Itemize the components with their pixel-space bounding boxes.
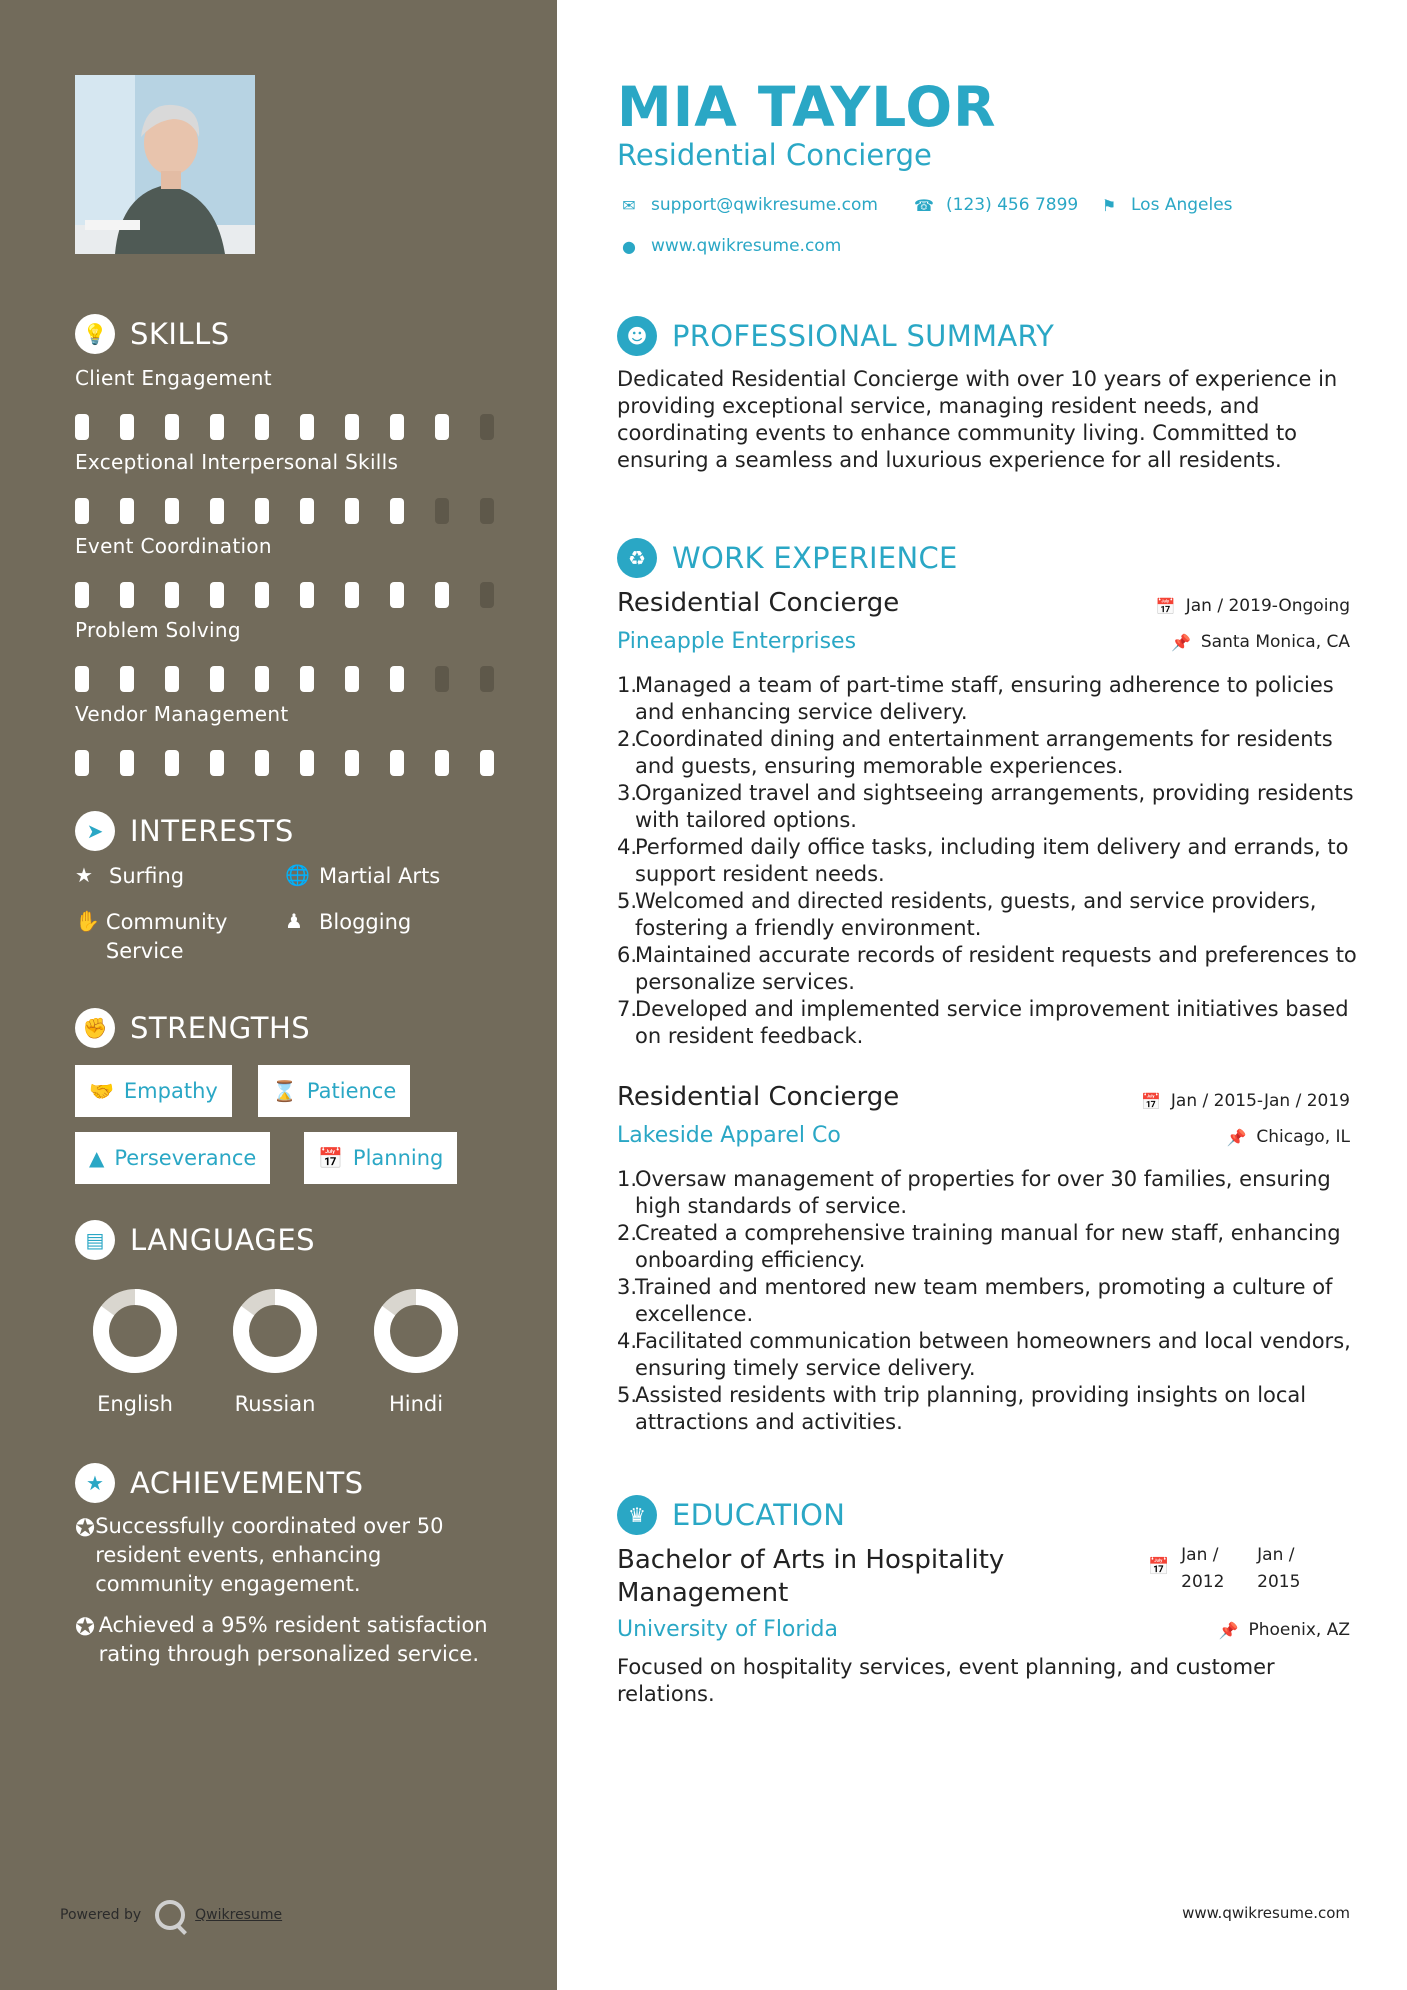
phone-icon: ☎ [914,195,934,215]
skill-dot-filled [210,414,224,440]
user-icon: ☻ [617,316,657,356]
candidate-role: Residential Concierge [617,138,932,172]
skill-dot-filled [120,666,134,692]
powered-by [60,1900,282,1930]
skill-dot-empty [480,414,494,440]
skill-item [75,702,505,776]
phone-text: (123) 456 7899 [946,195,1079,215]
language-item [65,1288,205,1416]
language-name: Hindi [388,1392,444,1416]
strengths-heading-text: STRENGTHS [130,1011,311,1045]
skill-dot-empty [435,666,449,692]
strength-tag [75,1132,270,1184]
interest-label: Blogging [319,910,412,934]
skill-rating [75,750,505,776]
responsibility-text: Oversaw management of properties for over 30 families, ensuring high standards of service. [635,1167,1331,1218]
degree-line-1: Bachelor of Arts in Hospitality [617,1545,1005,1575]
list-number: 3. [617,1275,638,1299]
skill-name: Vendor Management [75,702,289,726]
skill-dot-filled [75,582,89,608]
road-icon: ▲ [89,1146,105,1170]
contact-email[interactable] [617,195,878,215]
candidate-name: MIA TAYLOR [617,75,997,139]
medal-icon: ★ [75,1463,115,1503]
list-number: 2. [617,1221,638,1245]
achievements-heading [75,1463,364,1503]
skill-dot-filled [120,414,134,440]
envelope-icon: ✉ [622,195,636,215]
strengths-heading [75,1008,310,1048]
contact-phone [912,195,1078,215]
skill-dot-filled [300,666,314,692]
skill-dot-filled [390,750,404,776]
skill-dot-filled [165,666,179,692]
contact-website[interactable] [617,236,841,256]
job-company: Pineapple Enterprises [617,629,857,654]
experience-heading [617,538,958,578]
skill-dot-filled [390,414,404,440]
responsibility-item [617,1382,1362,1436]
skill-dot-filled [120,498,134,524]
calendar-icon: 📅 [318,1146,343,1170]
strength-label: Patience [306,1079,397,1103]
skill-dot-filled [165,582,179,608]
skill-rating [75,666,505,692]
skill-dot-filled [210,582,224,608]
job-location-text: Santa Monica, CA [1200,632,1350,652]
job-title: Residential Concierge [617,588,900,618]
skill-dot-filled [345,414,359,440]
skill-dot-empty [480,666,494,692]
contact-location [1097,195,1233,215]
skill-rating [75,582,505,608]
skill-dot-filled [255,666,269,692]
skill-dot-filled [255,750,269,776]
skill-item [75,450,505,524]
responsibility-text: Developed and implemented service improvement initiatives based on resident feedback. [635,997,1349,1048]
pin-icon: 📌 [1170,632,1191,652]
skill-name: Client Engagement [75,366,272,390]
sidebar [0,0,557,1990]
skill-dot-filled [255,414,269,440]
responsibility-item [617,1220,1362,1274]
skill-rating [75,414,505,440]
responsibility-item [617,726,1362,780]
responsibility-text: Trained and mentored new team members, promoting a culture of excellence. [635,1275,1333,1326]
education-start-year: 2012 [1181,1572,1225,1592]
interest-label: Community Service [105,910,228,963]
list-number: 5. [617,1383,638,1407]
language-item [205,1288,345,1416]
footer-url[interactable]: www.qwikresume.com [1182,1904,1350,1922]
skill-dot-filled [75,666,89,692]
skill-dot-filled [390,498,404,524]
skill-dot-empty [480,582,494,608]
language-ring [373,1288,459,1374]
education-start-month: Jan / [1181,1545,1219,1565]
skill-name: Problem Solving [75,618,241,642]
achievement-item [75,1611,505,1669]
skill-dot-filled [210,498,224,524]
responsibility-text: Organized travel and sightseeing arrangements, providing residents with tailored options. [635,781,1354,832]
hand-icon: ✋ [75,909,100,933]
job-location [1171,632,1350,652]
responsibility-item [617,888,1362,942]
language-ring [232,1288,318,1374]
skill-dot-filled [345,582,359,608]
strength-label: Empathy [123,1079,218,1103]
list-number: 4. [617,835,638,859]
strength-tag [304,1132,457,1184]
brand-link[interactable]: Qwikresume [195,1907,283,1923]
responsibility-item [617,942,1362,996]
shooting-star-icon: ✪ [75,1514,96,1542]
strength-tag [75,1065,232,1117]
skill-dot-filled [210,666,224,692]
summary-text: Dedicated Residential Concierge with over 10 years of experience in providing exceptional service, managing resident needs, and coordinating events to enhance community living. Committed to ensuring a seamless and luxurious experience for all residents. [617,367,1338,472]
interest-item [75,908,265,966]
interest-item [285,862,440,891]
job-location-text: Chicago, IL [1256,1127,1350,1147]
skill-name: Exceptional Interpersonal Skills [75,450,399,474]
skill-dot-filled [435,582,449,608]
skill-dot-filled [255,582,269,608]
skill-dot-filled [75,498,89,524]
job-date [1141,1091,1350,1111]
skill-dot-filled [210,750,224,776]
strength-label: Perseverance [114,1146,257,1170]
skill-dot-filled [255,498,269,524]
education-description: Focused on hospitality services, event planning, and customer relations. [617,1655,1275,1706]
skill-dot-filled [165,750,179,776]
summary-heading [617,316,1054,356]
list-number: 5. [617,889,638,913]
achievements-heading-text: ACHIEVEMENTS [130,1466,364,1500]
language-name: English [97,1392,173,1416]
education-location [1219,1620,1350,1640]
profile-photo [75,75,255,254]
shooting-star-icon: ✪ [75,1613,96,1641]
language-name: Russian [234,1392,316,1416]
responsibility-item [617,1166,1362,1220]
skill-dot-filled [300,414,314,440]
responsibility-item [617,1274,1362,1328]
skill-item [75,366,505,440]
languages-heading [75,1220,315,1260]
paper-plane-icon: ➤ [75,811,115,851]
education-end [1257,1542,1300,1596]
language-ring [92,1288,178,1374]
hourglass-icon: ⌛ [272,1079,297,1103]
responsibility-item [617,780,1362,834]
job-title: Residential Concierge [617,1082,900,1112]
responsibility-item [617,996,1362,1050]
skills-heading [75,314,230,354]
translate-icon: ▤ [75,1220,115,1260]
skill-dot-filled [75,750,89,776]
skill-dot-filled [345,666,359,692]
website-text: www.qwikresume.com [651,236,842,256]
map-marker-icon: ⚑ [1101,195,1117,215]
degree-line-2: Management [617,1578,789,1608]
education-location-text: Phoenix, AZ [1248,1620,1350,1640]
list-number: 7. [617,997,638,1021]
responsibility-item [617,1328,1362,1382]
skill-name: Event Coordination [75,534,272,558]
job-location [1226,1127,1350,1147]
list-number: 2. [617,727,638,751]
skill-dot-filled [165,498,179,524]
interest-label: Surfing [109,864,185,888]
interest-item [75,862,184,891]
skill-dot-filled [390,666,404,692]
graduate-icon: ♛ [617,1495,657,1535]
users-icon: ♟ [285,909,303,933]
handshake-icon: 🤝 [89,1079,114,1103]
language-item [346,1288,486,1416]
skill-dot-filled [300,582,314,608]
skill-dot-filled [165,414,179,440]
list-number: 1. [617,1167,638,1191]
skill-dot-filled [75,414,89,440]
fist-icon: ✊ [75,1008,115,1048]
qwikresume-logo-icon [155,1900,185,1930]
skill-dot-filled [390,582,404,608]
lightbulb-icon: 💡 [75,314,115,354]
calendar-icon: 📅 [1148,1557,1170,1577]
summary-heading-text: PROFESSIONAL SUMMARY [672,319,1055,353]
skill-rating [75,498,505,524]
education-dates [1148,1542,1300,1596]
responsibility-item [617,672,1362,726]
experience-heading-text: WORK EXPERIENCE [672,541,958,575]
calendar-icon: 📅 [1140,1091,1161,1111]
education-end-month: Jan / [1257,1545,1295,1565]
globe-icon: 🌐 [285,863,310,887]
job-responsibilities [617,672,1362,1050]
skill-dot-filled [300,498,314,524]
responsibility-text: Facilitated communication between homeowners and local vendors, ensuring timely service delivery. [635,1329,1351,1380]
list-number: 6. [617,943,638,967]
star-icon: ★ [75,863,93,887]
location-text: Los Angeles [1131,195,1233,215]
education-end-year: 2015 [1257,1572,1301,1592]
skill-dot-filled [120,582,134,608]
interest-label: Martial Arts [319,864,441,888]
interests-heading-text: INTERESTS [130,814,294,848]
email-text: support@qwikresume.com [651,195,878,215]
education-start [1181,1542,1245,1596]
interest-item [285,908,411,937]
skill-dot-empty [480,498,494,524]
achievement-item [75,1512,505,1599]
job-responsibilities [617,1166,1362,1436]
school-name: University of Florida [617,1617,838,1642]
job-company: Lakeside Apparel Co [617,1123,841,1148]
skill-item [75,534,505,608]
interests-heading [75,811,294,851]
responsibility-text: Assisted residents with trip planning, providing insights on local attractions and activities. [635,1383,1307,1434]
responsibility-item [617,834,1362,888]
strength-tag [258,1065,410,1117]
responsibility-text: Managed a team of part-time staff, ensuring adherence to policies and enhancing service delivery. [635,673,1334,724]
responsibility-text: Created a comprehensive training manual for new staff, enhancing onboarding efficiency. [635,1221,1341,1272]
skill-dot-filled [435,414,449,440]
calendar-icon: 📅 [1155,596,1176,616]
portrait-image [75,75,255,254]
skills-heading-text: SKILLS [130,317,230,351]
list-number: 3. [617,781,638,805]
degree-title [617,1544,1004,1610]
job-date-text: Jan / 2019-Ongoing [1185,596,1350,616]
main-content [557,0,1407,1990]
skill-dot-filled [120,750,134,776]
skill-item [75,618,505,692]
education-heading [617,1495,845,1535]
job-date-text: Jan / 2015-Jan / 2019 [1170,1091,1350,1111]
responsibility-text: Performed daily office tasks, including item delivery and errands, to support resident needs. [635,835,1349,886]
skill-dot-filled [345,498,359,524]
skill-dot-filled [345,750,359,776]
achievement-text: Successfully coordinated over 50 resident events, enhancing community engagement. [95,1514,444,1596]
skill-dot-filled [480,750,494,776]
pin-icon: 📌 [1218,1620,1239,1640]
list-number: 4. [617,1329,638,1353]
responsibility-text: Coordinated dining and entertainment arrangements for residents and guests, ensuring memorable experiences. [635,727,1333,778]
list-number: 1. [617,673,638,697]
education-heading-text: EDUCATION [672,1498,846,1532]
globe-icon: ● [622,236,636,256]
skill-dot-filled [435,750,449,776]
strength-label: Planning [352,1146,444,1170]
powered-by-label: Powered by [60,1907,142,1923]
pin-icon: 📌 [1226,1127,1247,1147]
languages-heading-text: LANGUAGES [130,1223,316,1257]
achievement-text: Achieved a 95% resident satisfaction rating through personalized service. [98,1613,488,1666]
job-date [1156,596,1350,616]
chair-icon: ♻ [617,538,657,578]
skill-dot-filled [300,750,314,776]
responsibility-text: Maintained accurate records of resident requests and preferences to personalize services. [635,943,1357,994]
responsibility-text: Welcomed and directed residents, guests, and service providers, fostering a friendly environment. [635,889,1317,940]
skill-dot-empty [435,498,449,524]
